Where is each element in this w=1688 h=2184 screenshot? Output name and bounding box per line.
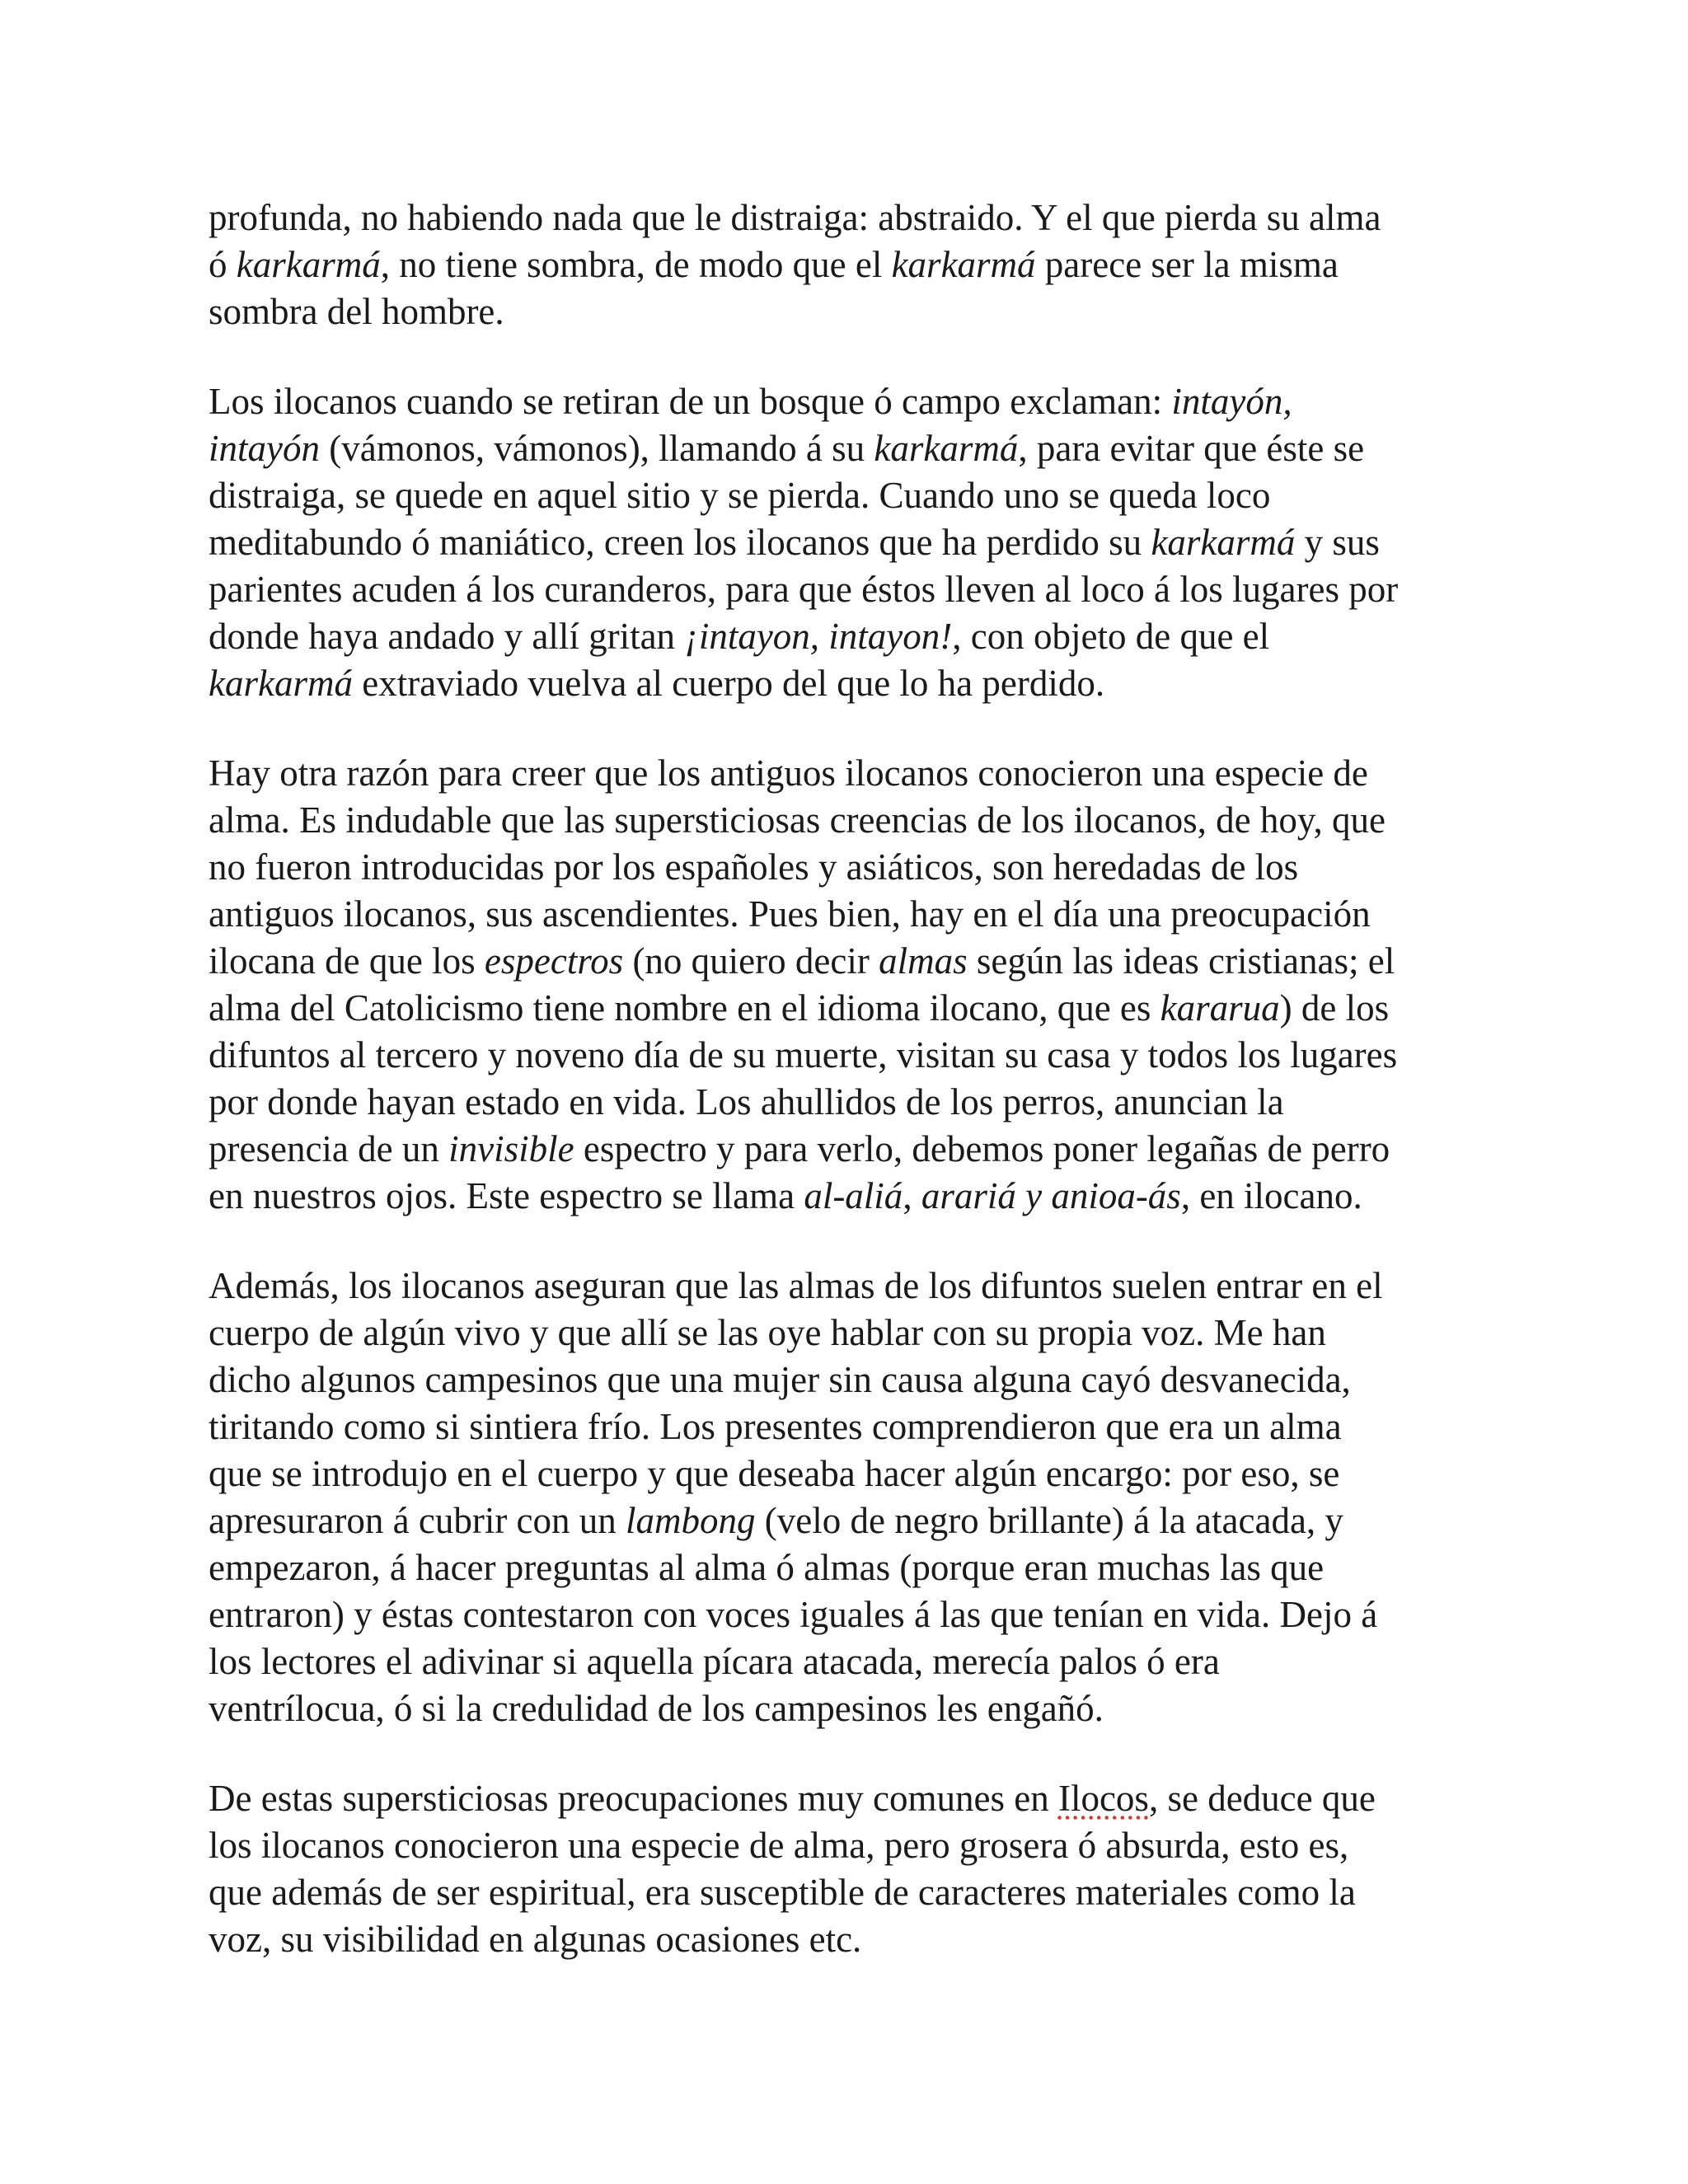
text-run: alma. Es indudable que las supersticiosas creencias de los ilocanos, de hoy, que [209, 799, 1386, 841]
text-line [209, 1173, 1478, 1220]
text-run: , para evitar que éste se [1018, 428, 1365, 469]
text-run: sombra del hombre. [209, 291, 504, 332]
text-run: no fueron introducidas por los españoles y asiáticos, son heredadas de los [209, 846, 1299, 888]
text-run: parientes acuden á los curanderos, para que éstos lleven al loco á los lugares por [209, 569, 1399, 610]
text-line [209, 613, 1478, 660]
text-line [209, 1591, 1478, 1638]
text-run: voz, su visibilidad en algunas ocasiones etc. [209, 1919, 862, 1960]
document-page [209, 194, 1478, 2006]
text-run: (no quiero decir [623, 940, 879, 982]
italic-term: ¡intayon, intayon! [684, 616, 953, 657]
text-run: , no tiene sombra, de modo que el [380, 244, 892, 285]
text-run: que además de ser espiritual, era susceptible de caracteres materiales como la [209, 1872, 1356, 1913]
text-line [209, 1869, 1478, 1916]
text-run: distraiga, se quede en aquel sitio y se pierda. Cuando uno se queda loco [209, 475, 1271, 516]
paragraph [209, 750, 1478, 1220]
text-line [209, 797, 1478, 844]
text-line [209, 1263, 1478, 1310]
text-line [209, 1916, 1478, 1963]
text-line [209, 985, 1478, 1032]
text-run: ) de los [1279, 987, 1390, 1029]
text-run: empezaron, á hacer preguntas al alma ó almas (porque eran muchas las que [209, 1547, 1325, 1588]
text-run: extraviado vuelva al cuerpo del que lo ha perdido. [352, 663, 1105, 704]
italic-term: kararua [1160, 987, 1280, 1029]
text-line [209, 1079, 1478, 1126]
text-run: , se deduce que [1148, 1778, 1376, 1819]
text-run: tiritando como si sintiera frío. Los presentes comprendieron que era un alma [209, 1406, 1342, 1447]
text-run: De estas supersticiosas preocupaciones muy comunes en [209, 1778, 1058, 1819]
text-run: , con objeto de que el [952, 616, 1270, 657]
text-run: presencia de un [209, 1128, 449, 1169]
text-line [209, 1775, 1478, 1822]
text-run: profunda, no habiendo nada que le distraiga: abstraido. Y el que pierda su alma [209, 197, 1381, 238]
text-run: en nuestros ojos. Este espectro se llama [209, 1175, 804, 1216]
text-run: ilocana de que los [209, 940, 485, 982]
text-line [209, 472, 1478, 519]
text-line [209, 425, 1478, 472]
text-run: parece ser la misma [1035, 244, 1339, 285]
italic-term: espectros [484, 940, 624, 982]
text-run: los lectores el adivinar si aquella pícara atacada, merecía palos ó era [209, 1641, 1220, 1682]
text-line [209, 241, 1478, 288]
text-line [209, 1357, 1478, 1404]
text-line [209, 1032, 1478, 1079]
italic-term: karkarmá [236, 244, 381, 285]
italic-term: karkarmá [1151, 522, 1296, 563]
paragraph [209, 1775, 1478, 1963]
text-run: Los ilocanos cuando se retiran de un bosque ó campo exclaman: [209, 381, 1172, 422]
text-run: dicho algunos campesinos que una mujer sin causa alguna cayó desvanecida, [209, 1359, 1351, 1400]
text-run: alma del Catolicismo tiene nombre en el idioma ilocano, que es [209, 987, 1160, 1029]
text-run: , [903, 1175, 921, 1216]
text-run: y sus [1295, 522, 1380, 563]
text-run: (velo de negro brillante) á la atacada, y [755, 1500, 1343, 1541]
text-line [209, 1451, 1478, 1497]
text-run: , en ilocano. [1180, 1175, 1362, 1216]
text-run: ventrílocua, ó si la credulidad de los campesinos les engañó. [209, 1688, 1104, 1729]
italic-term: lambong [626, 1500, 756, 1541]
text-run: difuntos al tercero y noveno día de su muerte, visitan su casa y todos los lugares [209, 1034, 1398, 1076]
text-run: Además, los ilocanos aseguran que las almas de los difuntos suelen entrar en el [209, 1265, 1383, 1306]
italic-term: almas [879, 940, 968, 982]
italic-term: arariá y anioa-ás [921, 1175, 1181, 1216]
text-line [209, 194, 1478, 241]
italic-term: intayón [209, 428, 320, 469]
italic-term: karkarmá [874, 428, 1019, 469]
text-line [209, 891, 1478, 938]
text-line [209, 1404, 1478, 1451]
text-run: según las ideas cristianas; el [967, 940, 1395, 982]
text-line [209, 938, 1478, 985]
text-run: los ilocanos conocieron una especie de alma, pero grosera ó absurda, esto es, [209, 1825, 1349, 1866]
text-line [209, 1638, 1478, 1685]
italic-term: intayón, [1171, 381, 1292, 422]
text-line [209, 750, 1478, 797]
spellcheck-word: Ilocos [1057, 1778, 1149, 1819]
text-run: que se introdujo en el cuerpo y que deseaba hacer algún encargo: por eso, se [209, 1453, 1340, 1494]
text-run: apresuraron á cubrir con un [209, 1500, 626, 1541]
text-run: donde haya andado y allí gritan [209, 616, 685, 657]
italic-term: al-aliá [804, 1175, 903, 1216]
text-line [209, 1126, 1478, 1173]
paragraph [209, 1263, 1478, 1732]
text-line [209, 844, 1478, 891]
text-line [209, 378, 1478, 425]
text-run: entraron) y éstas contestaron con voces iguales á las que tenían en vida. Dejo á [209, 1594, 1378, 1635]
italic-term: invisible [448, 1128, 574, 1169]
text-run: antiguos ilocanos, sus ascendientes. Pues bien, hay en el día una preocupación [209, 893, 1371, 935]
text-run: Hay otra razón para creer que los antiguos ilocanos conocieron una especie de [209, 752, 1368, 794]
text-line [209, 1685, 1478, 1732]
text-line [209, 1310, 1478, 1357]
text-line [209, 288, 1478, 335]
text-run: meditabundo ó maniático, creen los ilocanos que ha perdido su [209, 522, 1151, 563]
text-run: (vámonos, vámonos), llamando á su [319, 428, 874, 469]
paragraph [209, 378, 1478, 707]
paragraph [209, 194, 1478, 335]
text-line [209, 566, 1478, 613]
text-run: por donde hayan estado en vida. Los ahullidos de los perros, anuncian la [209, 1081, 1284, 1122]
text-line [209, 1497, 1478, 1544]
text-run: cuerpo de algún vivo y que allí se las oye hablar con su propia voz. Me han [209, 1312, 1326, 1353]
italic-term: karkarmá [891, 244, 1036, 285]
text-line [209, 519, 1478, 566]
text-run: ó [209, 244, 237, 285]
text-run: espectro y para verlo, debemos poner legañas de perro [574, 1128, 1390, 1169]
text-line [209, 660, 1478, 707]
text-line [209, 1822, 1478, 1869]
italic-term: karkarmá [209, 663, 353, 704]
text-line [209, 1544, 1478, 1591]
